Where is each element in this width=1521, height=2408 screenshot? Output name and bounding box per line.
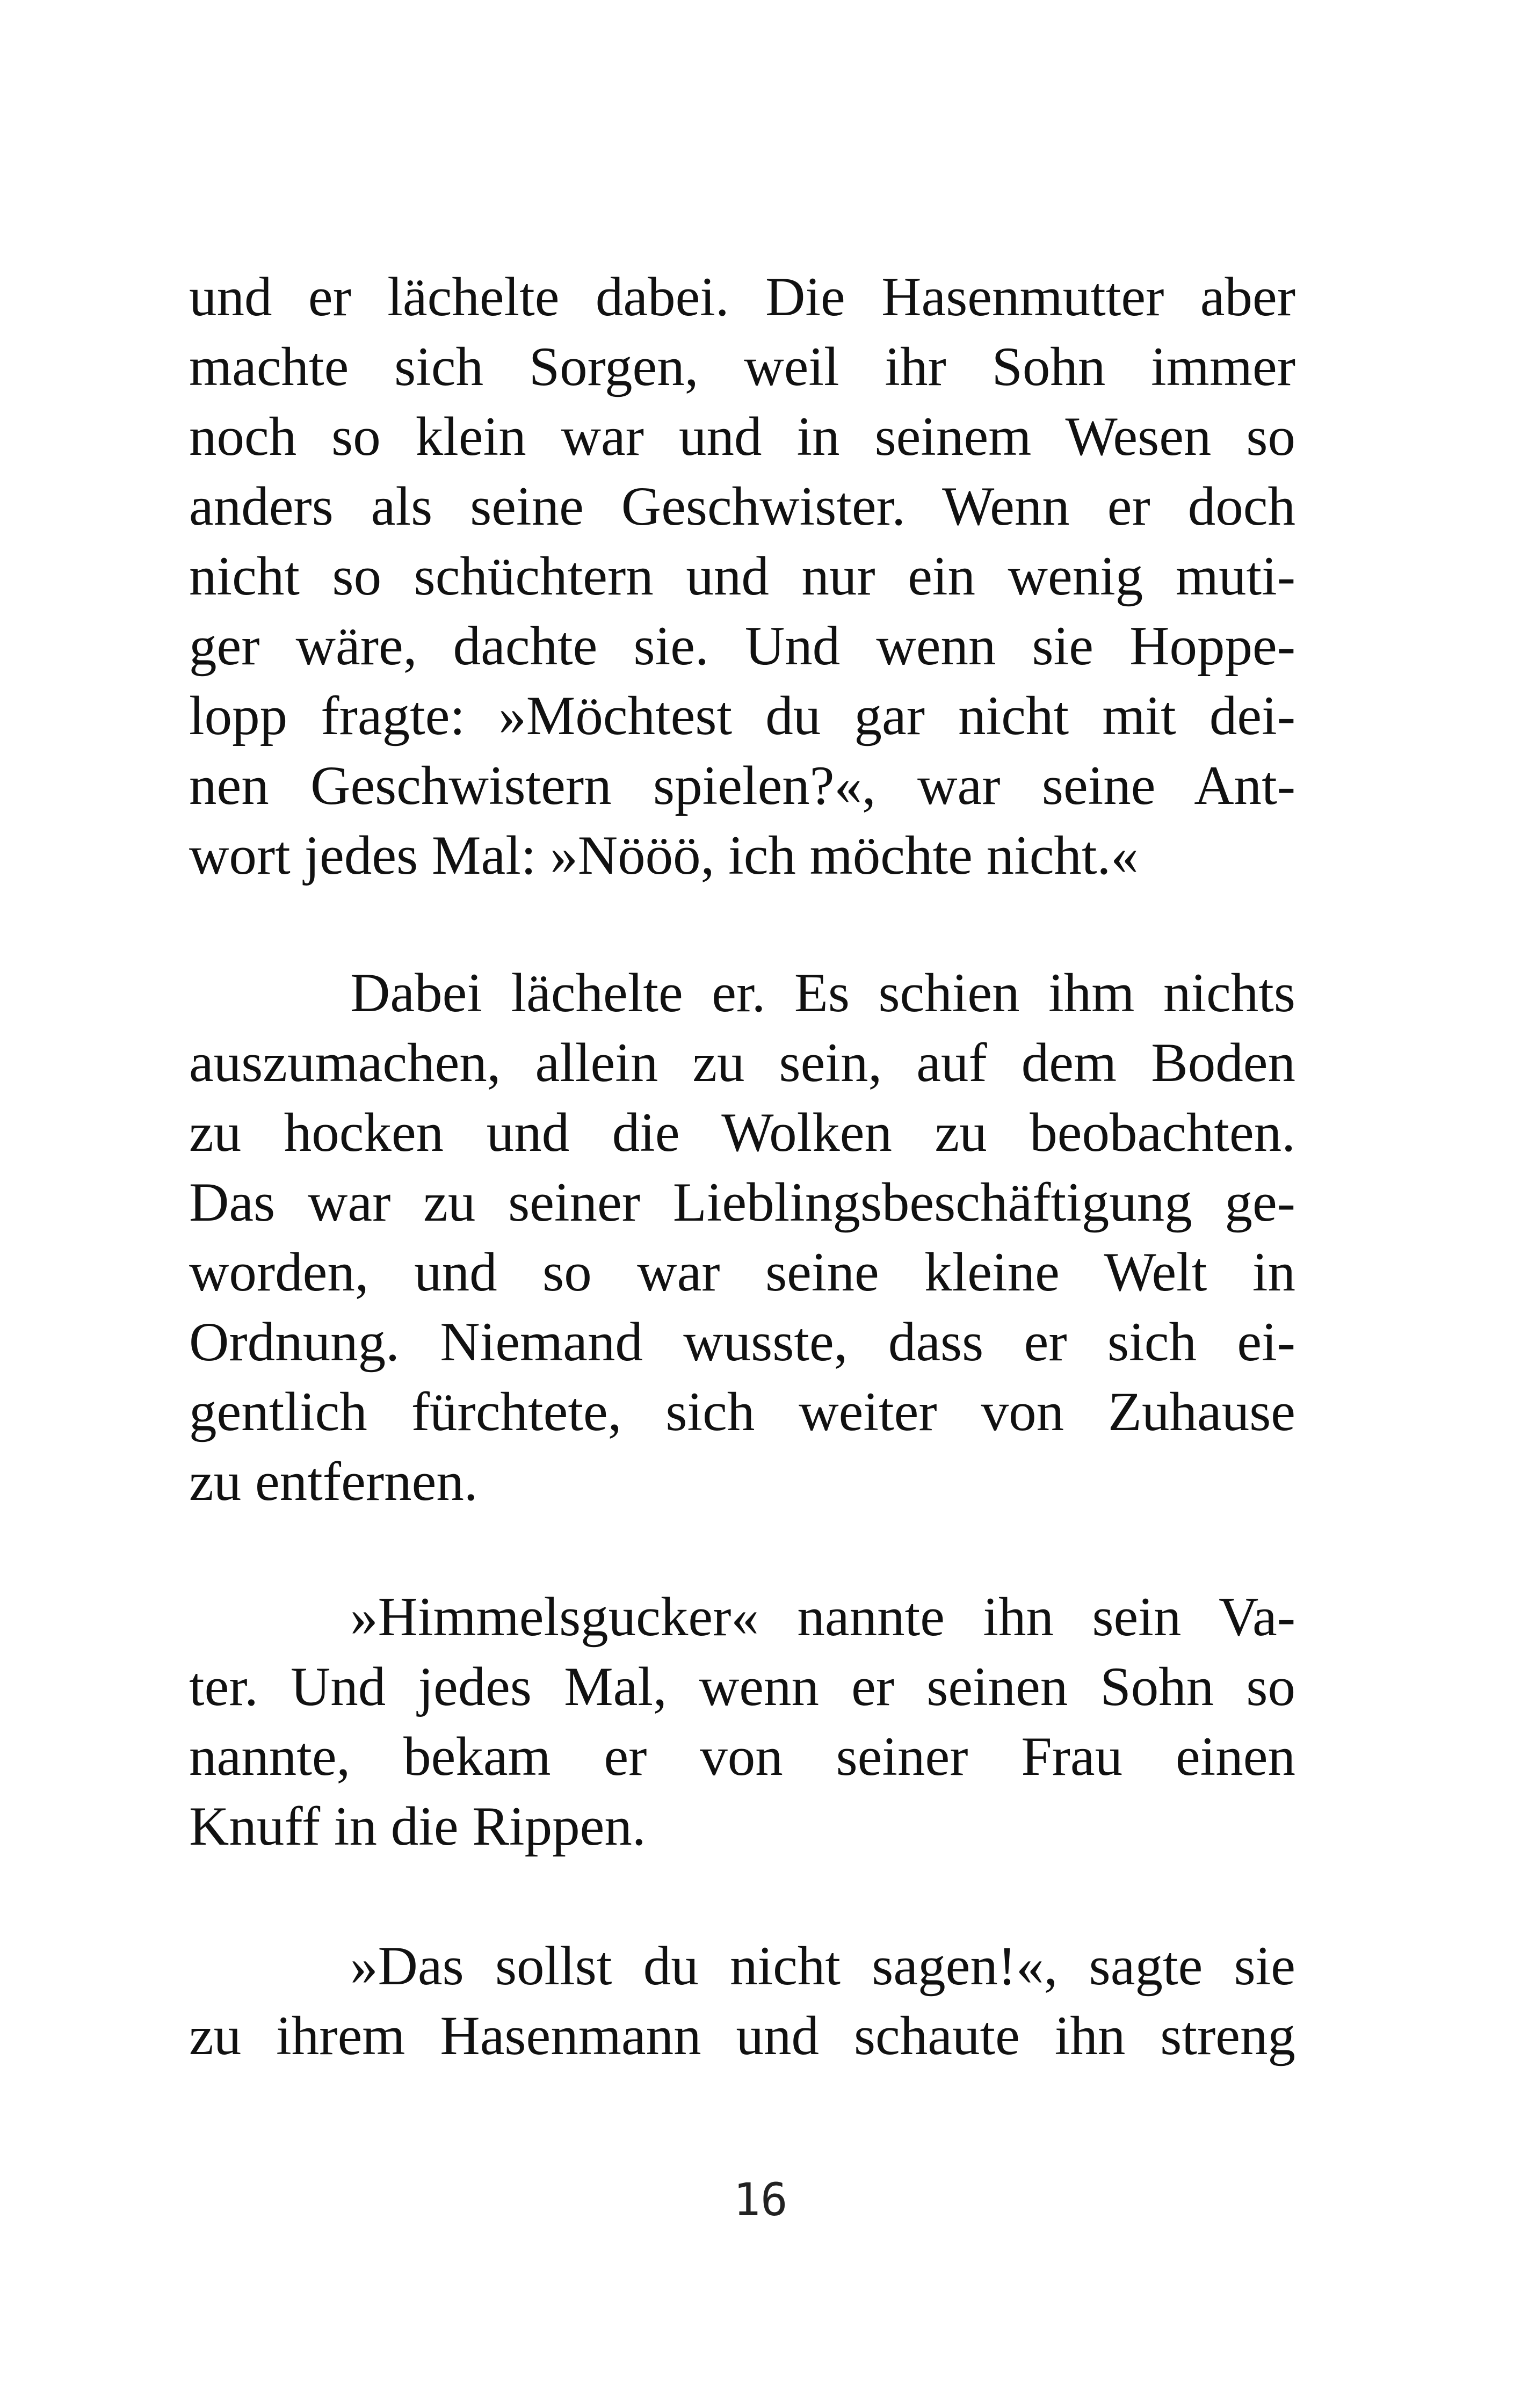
text-line: gentlich fürchtete, sich weiter von Zuhause: [189, 1381, 1295, 1442]
text-line: Ordnung. Niemand wusste, dass er sich ei-: [189, 1311, 1295, 1373]
text-line: ger wäre, dachte sie. Und wenn sie Hoppe-: [189, 615, 1295, 677]
text-line: auszumachen, allein zu sein, auf dem Boden: [189, 1032, 1295, 1093]
paragraph-2: [189, 958, 1295, 1517]
text-line: Das war zu seiner Lieblingsbeschäftigung ge-: [189, 1172, 1295, 1233]
text-line: und er lächelte dabei. Die Hasenmutter aber: [189, 266, 1295, 328]
text-line: wort jedes Mal: »Nööö, ich möchte nicht.«: [189, 825, 1139, 886]
text-line: machte sich Sorgen, weil ihr Sohn immer: [189, 336, 1295, 397]
text-line: »Das sollst du nicht sagen!«, sagte sie: [350, 1935, 1295, 1997]
text-line: ter. Und jedes Mal, wenn er seinen Sohn so: [189, 1656, 1295, 1717]
text-line: Dabei lächelte er. Es schien ihm nichts: [350, 962, 1295, 1024]
text-line: zu hocken und die Wolken zu beobachten.: [189, 1102, 1295, 1163]
paragraph-1: [189, 262, 1295, 890]
text-line: lopp fragte: »Möchtest du gar nicht mit dei-: [189, 685, 1295, 746]
text-line: nicht so schüchtern und nur ein wenig muti-: [189, 546, 1295, 607]
text-line: nannte, bekam er von seiner Frau einen: [189, 1726, 1295, 1787]
text-line: zu entfernen.: [189, 1451, 478, 1512]
text-line: zu ihrem Hasenmann und schaute ihn streng: [189, 2005, 1295, 2066]
text-line: worden, und so war seine kleine Welt in: [189, 1242, 1295, 1303]
text-line: nen Geschwistern spielen?«, war seine Ant-: [189, 755, 1295, 816]
paragraph-3: [189, 1582, 1295, 1861]
text-line: noch so klein war und in seinem Wesen so: [189, 406, 1295, 467]
text-line: Knuff in die Rippen.: [189, 1796, 646, 1857]
page-number: 16: [733, 2173, 788, 2226]
paragraph-4: [189, 1931, 1295, 2071]
text-line: anders als seine Geschwister. Wenn er doch: [189, 476, 1295, 537]
text-line: »Himmelsgucker« nannte ihn sein Va-: [350, 1586, 1295, 1648]
